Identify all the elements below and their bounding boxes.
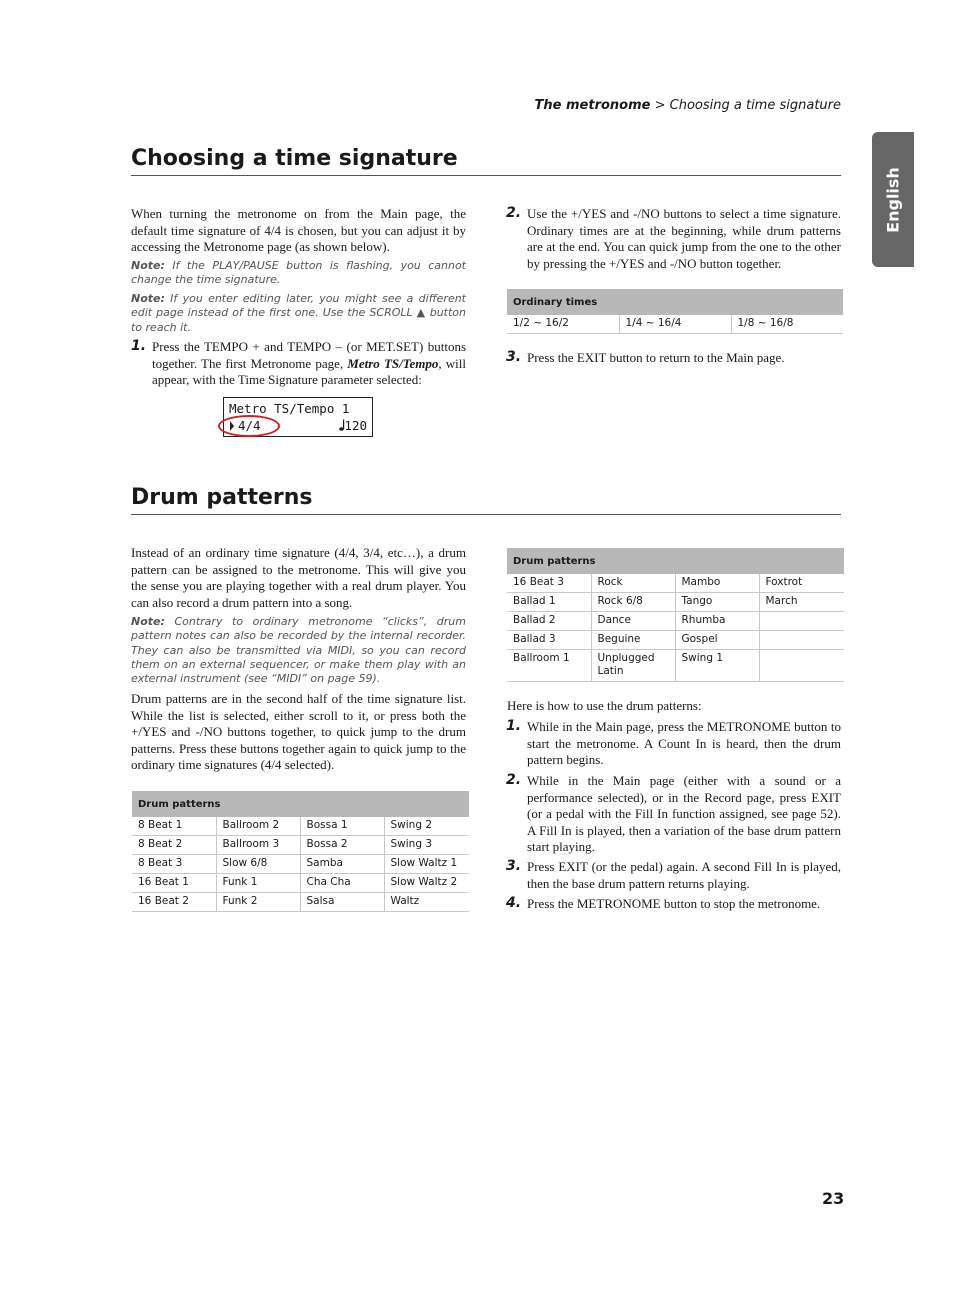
step-number: 1. [506, 718, 522, 734]
running-head-section: Choosing a time signature [669, 98, 841, 113]
step-number: 2. [506, 772, 522, 788]
note-label: Note: [131, 615, 165, 628]
table-cell: 1/2 ~ 16/2 [507, 315, 619, 334]
table-cell: Rock 6/8 [591, 593, 675, 612]
table-cell: Salsa [300, 893, 384, 912]
page-name-emphasis: Metro TS/Tempo [347, 355, 439, 371]
drum-intro-paragraph: Instead of an ordinary time signature (4/4, 3/4, etc…), a drum pattern can be assigned to the metronome. This will give you the sense you are playing together with a real drum player. You can also record a drum pattern into a song. [131, 545, 466, 610]
highlight-ring [218, 415, 280, 437]
step-text: While in the Main page, press the METRONOME button to start the metronome. A Count In is heard, then the drum pattern begins. [527, 719, 841, 767]
table-cell: Gospel [675, 631, 759, 650]
language-tab-label: English [883, 166, 903, 233]
drum-step-1 [506, 718, 841, 769]
table-cell: Rhumba [675, 612, 759, 631]
step-3 [506, 349, 841, 367]
table-cell: Ballad 1 [507, 593, 591, 612]
table-cell: Swing 3 [384, 836, 469, 855]
table-row [507, 315, 843, 334]
language-tab [872, 132, 914, 267]
table-cell: Cha Cha [300, 874, 384, 893]
table-cell: 16 Beat 1 [132, 874, 216, 893]
table-row [507, 574, 844, 593]
table-header: Drum patterns [132, 791, 469, 817]
step-2 [506, 205, 841, 272]
running-head [535, 98, 841, 113]
table-row [132, 874, 469, 893]
section-title-drum-patterns: Drum patterns [131, 485, 841, 515]
table-cell: 8 Beat 2 [132, 836, 216, 855]
table-cell: Unplugged Latin [591, 650, 675, 682]
table-cell: Slow 6/8 [216, 855, 300, 874]
drum-step-3 [506, 858, 841, 892]
running-head-separator: > [650, 98, 670, 113]
table-header: Ordinary times [507, 289, 843, 315]
note-text: If you enter editing later, you might see a different edit page instead of the first one. Use the SCROLL ▲ button to reach it. [131, 292, 466, 334]
howto-intro: Here is how to use the drum patterns: [507, 698, 702, 713]
table-row [507, 593, 844, 612]
table-cell: 8 Beat 3 [132, 855, 216, 874]
table-cell: March [759, 593, 844, 612]
table-row [507, 612, 844, 631]
step-number: 3. [506, 349, 522, 365]
table-cell [759, 650, 844, 682]
step-number: 4. [506, 895, 522, 911]
table-row [507, 631, 844, 650]
drum-step-4 [506, 895, 841, 913]
drum-patterns-table-left [132, 791, 469, 912]
table-cell: Funk 2 [216, 893, 300, 912]
table-cell: Samba [300, 855, 384, 874]
table-cell: Tango [675, 593, 759, 612]
table-cell: Ballad 2 [507, 612, 591, 631]
drum-step-2 [506, 772, 841, 856]
ordinary-times-table [507, 289, 843, 334]
table-cell [759, 631, 844, 650]
lcd-time-signature: 4/4 [238, 418, 261, 433]
note-label: Note: [131, 292, 165, 305]
step-text-cont: , will appear, with the Time Signature parameter selected: [152, 355, 466, 387]
table-cell: 8 Beat 1 [132, 817, 216, 836]
table-row [507, 650, 844, 682]
table-header: Drum patterns [507, 548, 844, 574]
step-text: Press the EXIT button to return to the Main page. [527, 350, 785, 365]
note-label: Note: [131, 259, 165, 272]
table-cell: Swing 2 [384, 817, 469, 836]
table-cell: Mambo [675, 574, 759, 593]
table-cell: Rock [591, 574, 675, 593]
step-text: Use the +/YES and -/NO buttons to select a time signature. Ordinary times are at the beginning, while drum patterns are at the end. You can quick jump from the one to the other by pressing the +/YES and -/NO button together. [527, 206, 841, 271]
table-cell: Beguine [591, 631, 675, 650]
step-text: Press the TEMPO + and TEMPO – (or MET.SET) buttons together. The first Metronome page, [152, 339, 466, 371]
table-cell: Funk 1 [216, 874, 300, 893]
step-text: Press the METRONOME button to stop the metronome. [527, 896, 821, 911]
step-text: While in the Main page (either with a sound or a performance selected), or in the Record page, press EXIT (or a pedal with the Fill In function assigned, see page 52). A Fill In is played, then a variation of the base drum pattern start playing. [527, 773, 841, 854]
table-cell: Waltz [384, 893, 469, 912]
lcd-line-1: Metro TS/Tempo 1 [229, 401, 350, 416]
table-cell: Ballroom 3 [216, 836, 300, 855]
step-number: 1. [131, 338, 147, 354]
note-editing [131, 292, 466, 335]
step-text: Press EXIT (or the pedal) again. A second Fill In is played, then the base drum pattern returns playing. [527, 859, 841, 891]
note-text: If the PLAY/PAUSE button is flashing, you cannot change the time signature. [131, 259, 466, 287]
running-head-chapter: The metronome [534, 98, 651, 113]
table-cell: 16 Beat 3 [507, 574, 591, 593]
lcd-tempo-value: 120 [344, 418, 367, 433]
section-title-time-signature: Choosing a time signature [131, 146, 841, 176]
table-cell: 1/4 ~ 16/4 [619, 315, 731, 334]
table-cell: Dance [591, 612, 675, 631]
table-cell: 16 Beat 2 [132, 893, 216, 912]
table-row [132, 893, 469, 912]
table-cell: Ballad 3 [507, 631, 591, 650]
step-1 [131, 338, 466, 389]
table-cell: Slow Waltz 1 [384, 855, 469, 874]
table-row [132, 855, 469, 874]
lcd-display [223, 397, 373, 437]
page-number: 23 [822, 1189, 845, 1208]
table-cell: Swing 1 [675, 650, 759, 682]
note-text: Contrary to ordinary metronome “clicks”, drum pattern notes can also be recorded by the internal recorder. They can also be transmitted via MIDI, so you can record them on an external sequencer, or make them play with an external instrument (see “MIDI” on page 59). [131, 615, 466, 686]
note-drum-recording [131, 615, 466, 686]
table-cell: Ballroom 2 [216, 817, 300, 836]
table-cell: Slow Waltz 2 [384, 874, 469, 893]
table-cell [759, 612, 844, 631]
table-cell: 1/8 ~ 16/8 [731, 315, 843, 334]
table-cell: Bossa 2 [300, 836, 384, 855]
table-cell: Bossa 1 [300, 817, 384, 836]
drum-patterns-table-right [507, 548, 844, 682]
note-play-pause [131, 259, 466, 288]
step-number: 3. [506, 858, 522, 874]
table-row [132, 836, 469, 855]
intro-paragraph: When turning the metronome on from the Main page, the default time signature of 4/4 is chosen, but you can adjust it by accessing the Metronome page (as shown below). [131, 206, 466, 254]
step-number: 2. [506, 205, 522, 221]
table-row [132, 817, 469, 836]
table-cell: Ballroom 1 [507, 650, 591, 682]
drum-list-paragraph: Drum patterns are in the second half of the time signature list. While the list is selected, either scroll to it, or press both the +/YES and -/NO buttons together, to quick jump to the drum patterns. Press these buttons together again to quick jump to the ordinary time signatures (4/4 selected). [131, 691, 466, 772]
table-cell: Foxtrot [759, 574, 844, 593]
